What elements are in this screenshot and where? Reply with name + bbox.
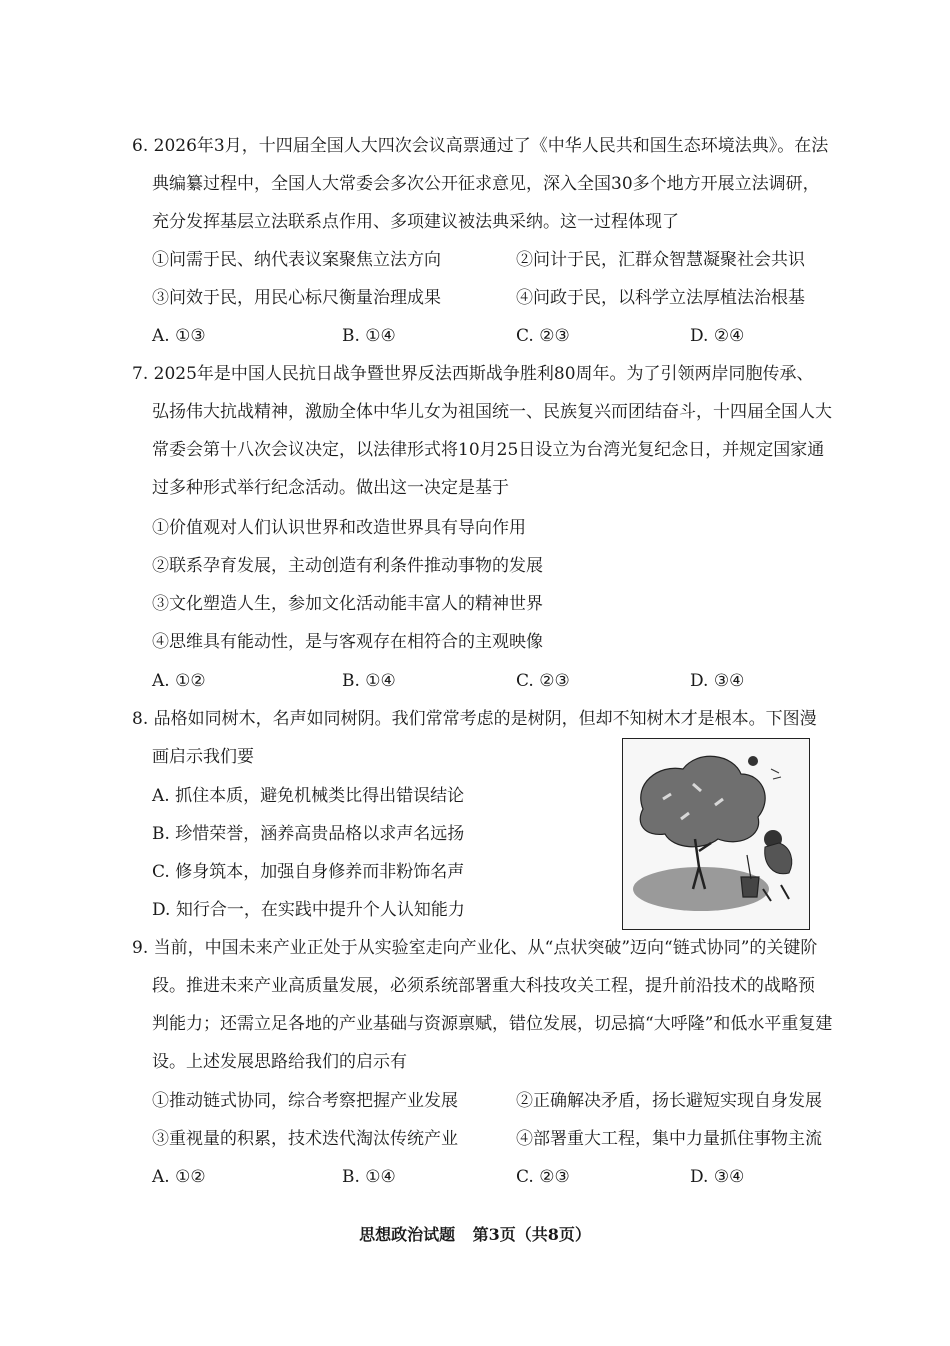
q6-item-4: ④问政于民，以科学立法厚植法治根基 <box>516 288 805 308</box>
q7-choice-d: D. ③④ <box>690 671 745 691</box>
q9-stem-line-1: 9. 当前，中国未来产业正处于从实验室走向产业化、从“点状突破”迈向“链式协同”的关键阶 <box>132 938 818 958</box>
footer-subject: 思想政治试题 <box>359 1225 456 1244</box>
q9-choice-b: B. ①④ <box>342 1167 396 1187</box>
q7-choice-b: B. ①④ <box>342 671 396 691</box>
q6-choice-b: B. ①④ <box>342 326 396 346</box>
q9-item-2: ②正确解决矛盾，扬长避短实现自身发展 <box>516 1091 822 1111</box>
sun-rays-icon <box>771 769 781 779</box>
q6-item-3: ③问效于民，用民心标尺衡量治理成果 <box>152 288 441 308</box>
q8-stem-line-1: 8. 品格如同树木，名声如同树阴。我们常常考虑的是树阴，但却不知树木才是根本。下图漫 <box>132 709 817 729</box>
man-body <box>765 843 792 874</box>
q7-item-3: ③文化塑造人生，参加文化活动能丰富人的精神世界 <box>152 594 543 614</box>
q6-stem-line-2: 典编纂过程中，全国人大常委会多次公开征求意见，深入全国30多个地方开展立法调研， <box>152 174 820 194</box>
q8-choice-d: D. 知行合一，在实践中提升个人认知能力 <box>152 900 465 920</box>
q9-stem-line-3: 判能力；还需立足各地的产业基础与资源禀赋，错位发展，切忌搞“大呼隆”和低水平重复建 <box>152 1014 833 1034</box>
q7-item-1: ①价值观对人们认识世界和改造世界具有导向作用 <box>152 518 526 538</box>
q7-stem-line-3: 常委会第十八次会议决定，以法律形式将10月25日设立为台湾光复纪念日，并规定国家通 <box>152 440 825 460</box>
q9-item-3: ③重视量的积累，技术迭代淘汰传统产业 <box>152 1129 458 1149</box>
q9-item-1: ①推动链式协同，综合考察把握产业发展 <box>152 1091 458 1111</box>
q6-stem-line-3: 充分发挥基层立法联系点作用、多项建议被法典采纳。这一过程体现了 <box>152 212 679 232</box>
q6-item-1: ①问需于民、纳代表议案聚焦立法方向 <box>152 250 441 270</box>
q9-stem-line-2: 段。推进未来产业高质量发展，必须系统部署重大科技攻关工程，提升前沿技术的战略预 <box>152 976 815 996</box>
q7-stem-line-1: 7. 2025年是中国人民抗日战争暨世界反法西斯战争胜利80周年。为了引领两岸同胞传承、 <box>132 364 814 384</box>
q8-choice-b: B. 珍惜荣誉，涵养高贵品格以求声名远扬 <box>152 824 465 844</box>
q9-choice-a: A. ①② <box>152 1167 206 1187</box>
q7-choice-c: C. ②③ <box>516 671 570 691</box>
q6-choice-a: A. ①③ <box>152 326 206 346</box>
q7-item-4: ④思维具有能动性，是与客观存在相符合的主观映像 <box>152 632 543 652</box>
q8-choice-a: A. 抓住本质，避免机械类比得出错误结论 <box>152 786 465 806</box>
tree-canopy <box>640 756 765 847</box>
q7-item-2: ②联系孕育发展，主动创造有利条件推动事物的发展 <box>152 556 543 576</box>
page-footer <box>0 1222 950 1245</box>
q6-stem-line-1: 6. 2026年3月，十四届全国人大四次会议高票通过了《中华人民共和国生态环境法典》。在法 <box>132 136 829 156</box>
q6-choice-d: D. ②④ <box>690 326 745 346</box>
q7-stem-line-4: 过多种形式举行纪念活动。做出这一决定是基于 <box>152 478 509 498</box>
q8-choice-c: C. 修身筑本，加强自身修养而非粉饰名声 <box>152 862 465 882</box>
q7-stem-line-2: 弘扬伟大抗战精神，激励全体中华儿女为祖国统一、民族复兴而团结奋斗，十四届全国人大 <box>152 402 832 422</box>
sun-icon <box>748 756 758 766</box>
footer-page-number: 第3页（共8页） <box>472 1225 591 1244</box>
q6-item-2: ②问计于民，汇群众智慧凝聚社会共识 <box>516 250 805 270</box>
q9-choice-d: D. ③④ <box>690 1167 745 1187</box>
comic-tree-and-man-image <box>623 739 809 929</box>
q9-item-4: ④部署重大工程，集中力量抓住事物主流 <box>516 1129 822 1149</box>
q9-stem-line-4: 设。上述发展思路给我们的启示有 <box>152 1052 407 1072</box>
q7-choice-a: A. ①② <box>152 671 206 691</box>
q6-choice-c: C. ②③ <box>516 326 570 346</box>
comic-illustration <box>622 738 810 930</box>
q9-choice-c: C. ②③ <box>516 1167 570 1187</box>
q8-stem-line-2: 画启示我们要 <box>152 747 254 767</box>
